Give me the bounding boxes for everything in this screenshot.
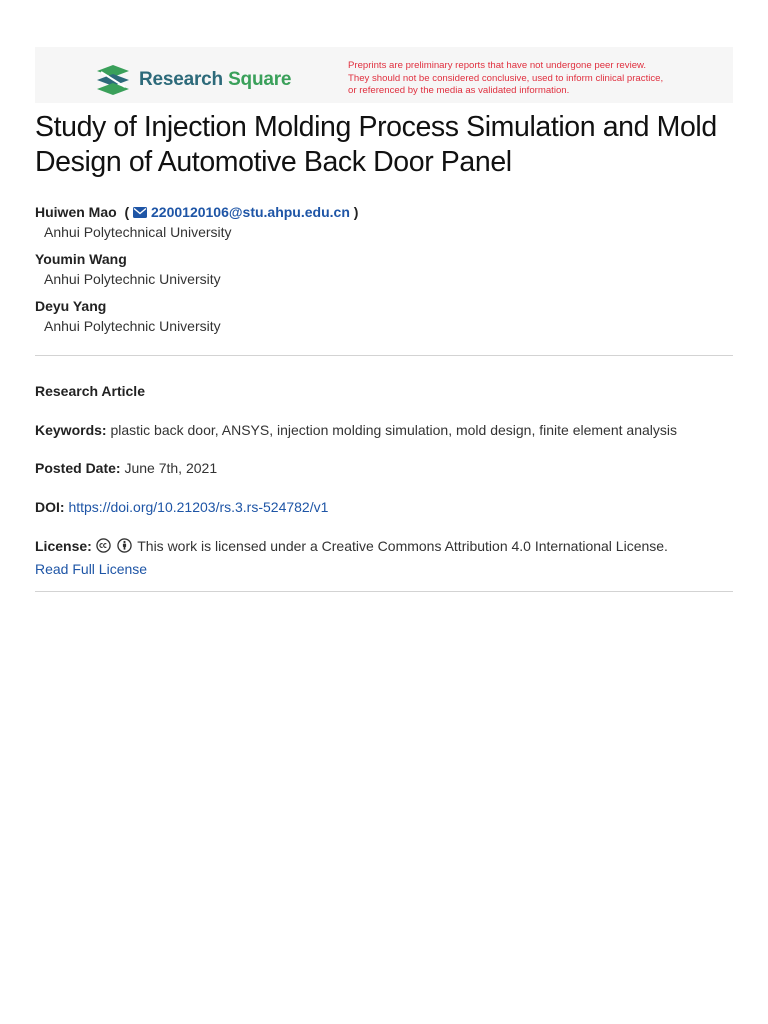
disclaimer-line: They should not be considered conclusive, used to inform clinical practice, bbox=[348, 72, 664, 84]
author-email: ( 2200120106@stu.ahpu.edu.cn ) bbox=[124, 204, 359, 220]
envelope-icon bbox=[133, 207, 147, 218]
author bbox=[35, 296, 735, 337]
keywords-label: Keywords: bbox=[35, 422, 107, 438]
posted-date bbox=[35, 458, 217, 479]
author bbox=[35, 249, 735, 290]
author-affiliation: Anhui Polytechnic University bbox=[44, 271, 221, 287]
email-address: 2200120106@stu.ahpu.edu.cn bbox=[151, 204, 350, 220]
research-square-logo[interactable] bbox=[95, 64, 291, 96]
divider bbox=[35, 591, 733, 592]
author-affiliation: Anhui Polytechnic University bbox=[44, 318, 221, 334]
disclaimer-line: Preprints are preliminary reports that have not undergone peer review. bbox=[348, 60, 647, 71]
license bbox=[35, 536, 668, 557]
author bbox=[35, 202, 735, 243]
attribution-icon bbox=[117, 538, 132, 553]
author-list bbox=[35, 202, 735, 343]
keywords-value: plastic back door, ANSYS, injection molding simulation, mold design, finite element analysis bbox=[110, 422, 677, 438]
author-name: Youmin Wang bbox=[35, 251, 127, 267]
keywords bbox=[35, 420, 677, 441]
article-type bbox=[35, 381, 145, 402]
author-name-row bbox=[35, 202, 735, 222]
preprint-disclaimer bbox=[348, 60, 718, 98]
author-affiliation: Anhui Polytechnical University bbox=[44, 224, 232, 240]
license-label: License: bbox=[35, 538, 92, 554]
research-square-logo-icon bbox=[95, 65, 131, 95]
doi-link[interactable]: https://doi.org/10.21203/rs.3.rs-524782/v1 bbox=[68, 499, 329, 515]
divider bbox=[35, 355, 733, 356]
author-name: Deyu Yang bbox=[35, 298, 107, 314]
creative-commons-icon bbox=[96, 538, 111, 553]
doi bbox=[35, 497, 328, 518]
email-link[interactable] bbox=[133, 204, 350, 220]
license-link-row bbox=[35, 559, 147, 580]
logo-wordmark: Research Square bbox=[139, 69, 292, 90]
posted-date-label: Posted Date: bbox=[35, 460, 121, 476]
doi-label: DOI: bbox=[35, 499, 65, 515]
paper-title: Study of Injection Molding Process Simulation and Mold Design of Automotive Back Door Panel bbox=[35, 111, 717, 178]
author-name: Huiwen Mao bbox=[35, 204, 117, 220]
disclaimer-line: or referenced by the media as validated information. bbox=[348, 85, 570, 97]
article-type-label: Research Article bbox=[35, 383, 145, 399]
license-text: This work is licensed under a Creative Commons Attribution 4.0 International License. bbox=[137, 538, 668, 554]
posted-date-value: June 7th, 2021 bbox=[124, 460, 218, 476]
read-full-license-link[interactable]: Read Full License bbox=[35, 561, 148, 577]
